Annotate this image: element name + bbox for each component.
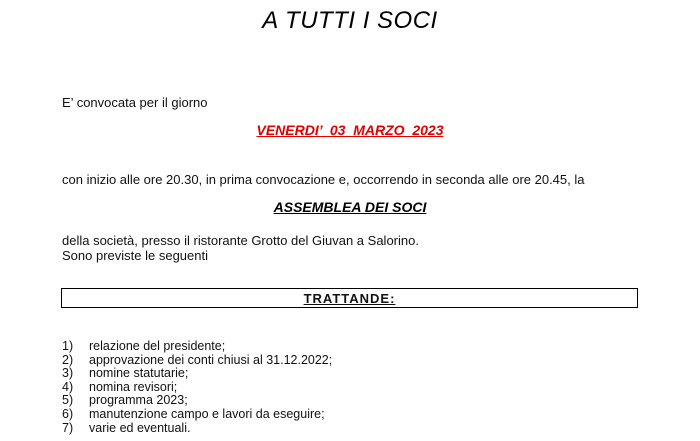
agenda-item-number: 5) [62,393,74,408]
agenda-item [62,340,332,354]
agenda-item [62,394,332,408]
agenda-item [62,408,332,422]
agenda-item-text: relazione del presidente; [89,339,226,353]
agenda-item-number: 4) [62,379,74,394]
agenda-item-text: nomina revisori; [89,379,178,394]
preview-text: Sono previste le seguenti [62,248,208,263]
agenda-list [62,340,332,435]
agenda-item-text: programma 2023; [89,393,188,408]
agenda-item-text: nomine statutarie; [89,366,189,381]
agenda-item-number: 1) [62,339,74,353]
agenda-item-number: 2) [62,352,74,367]
agenda-item [62,422,332,436]
agenda-item [62,381,332,395]
agenda-item-number: 6) [62,406,74,421]
agenda-title: TRATTANDE: [303,290,396,306]
location-text: della società, presso il ristorante Grotto del Giuvan a Salorino. [62,233,419,248]
agenda-item-number: 7) [62,420,74,435]
agenda-item-number: 3) [62,366,74,381]
start-time-text: con inizio alle ore 20.30, in prima convocazione e, occorrendo in seconda alle ore 20.45, la [62,172,585,187]
agenda-item [62,354,332,368]
assembly-title: ASSEMBLEA DEI SOCI [273,199,427,215]
agenda-item-text: manutenzione campo e lavori da eseguire; [89,406,325,421]
page-title: A TUTTI I SOCI [262,7,438,34]
agenda-item [62,367,332,381]
meeting-date: VENERDI’ 03 MARZO 2023 [256,122,444,138]
agenda-item-text: approvazione dei conti chiusi al 31.12.2022; [89,352,333,367]
agenda-title-box [61,288,638,308]
intro-text: E’ convocata per il giorno [62,95,208,110]
agenda-item-text: varie ed eventuali. [89,420,191,435]
